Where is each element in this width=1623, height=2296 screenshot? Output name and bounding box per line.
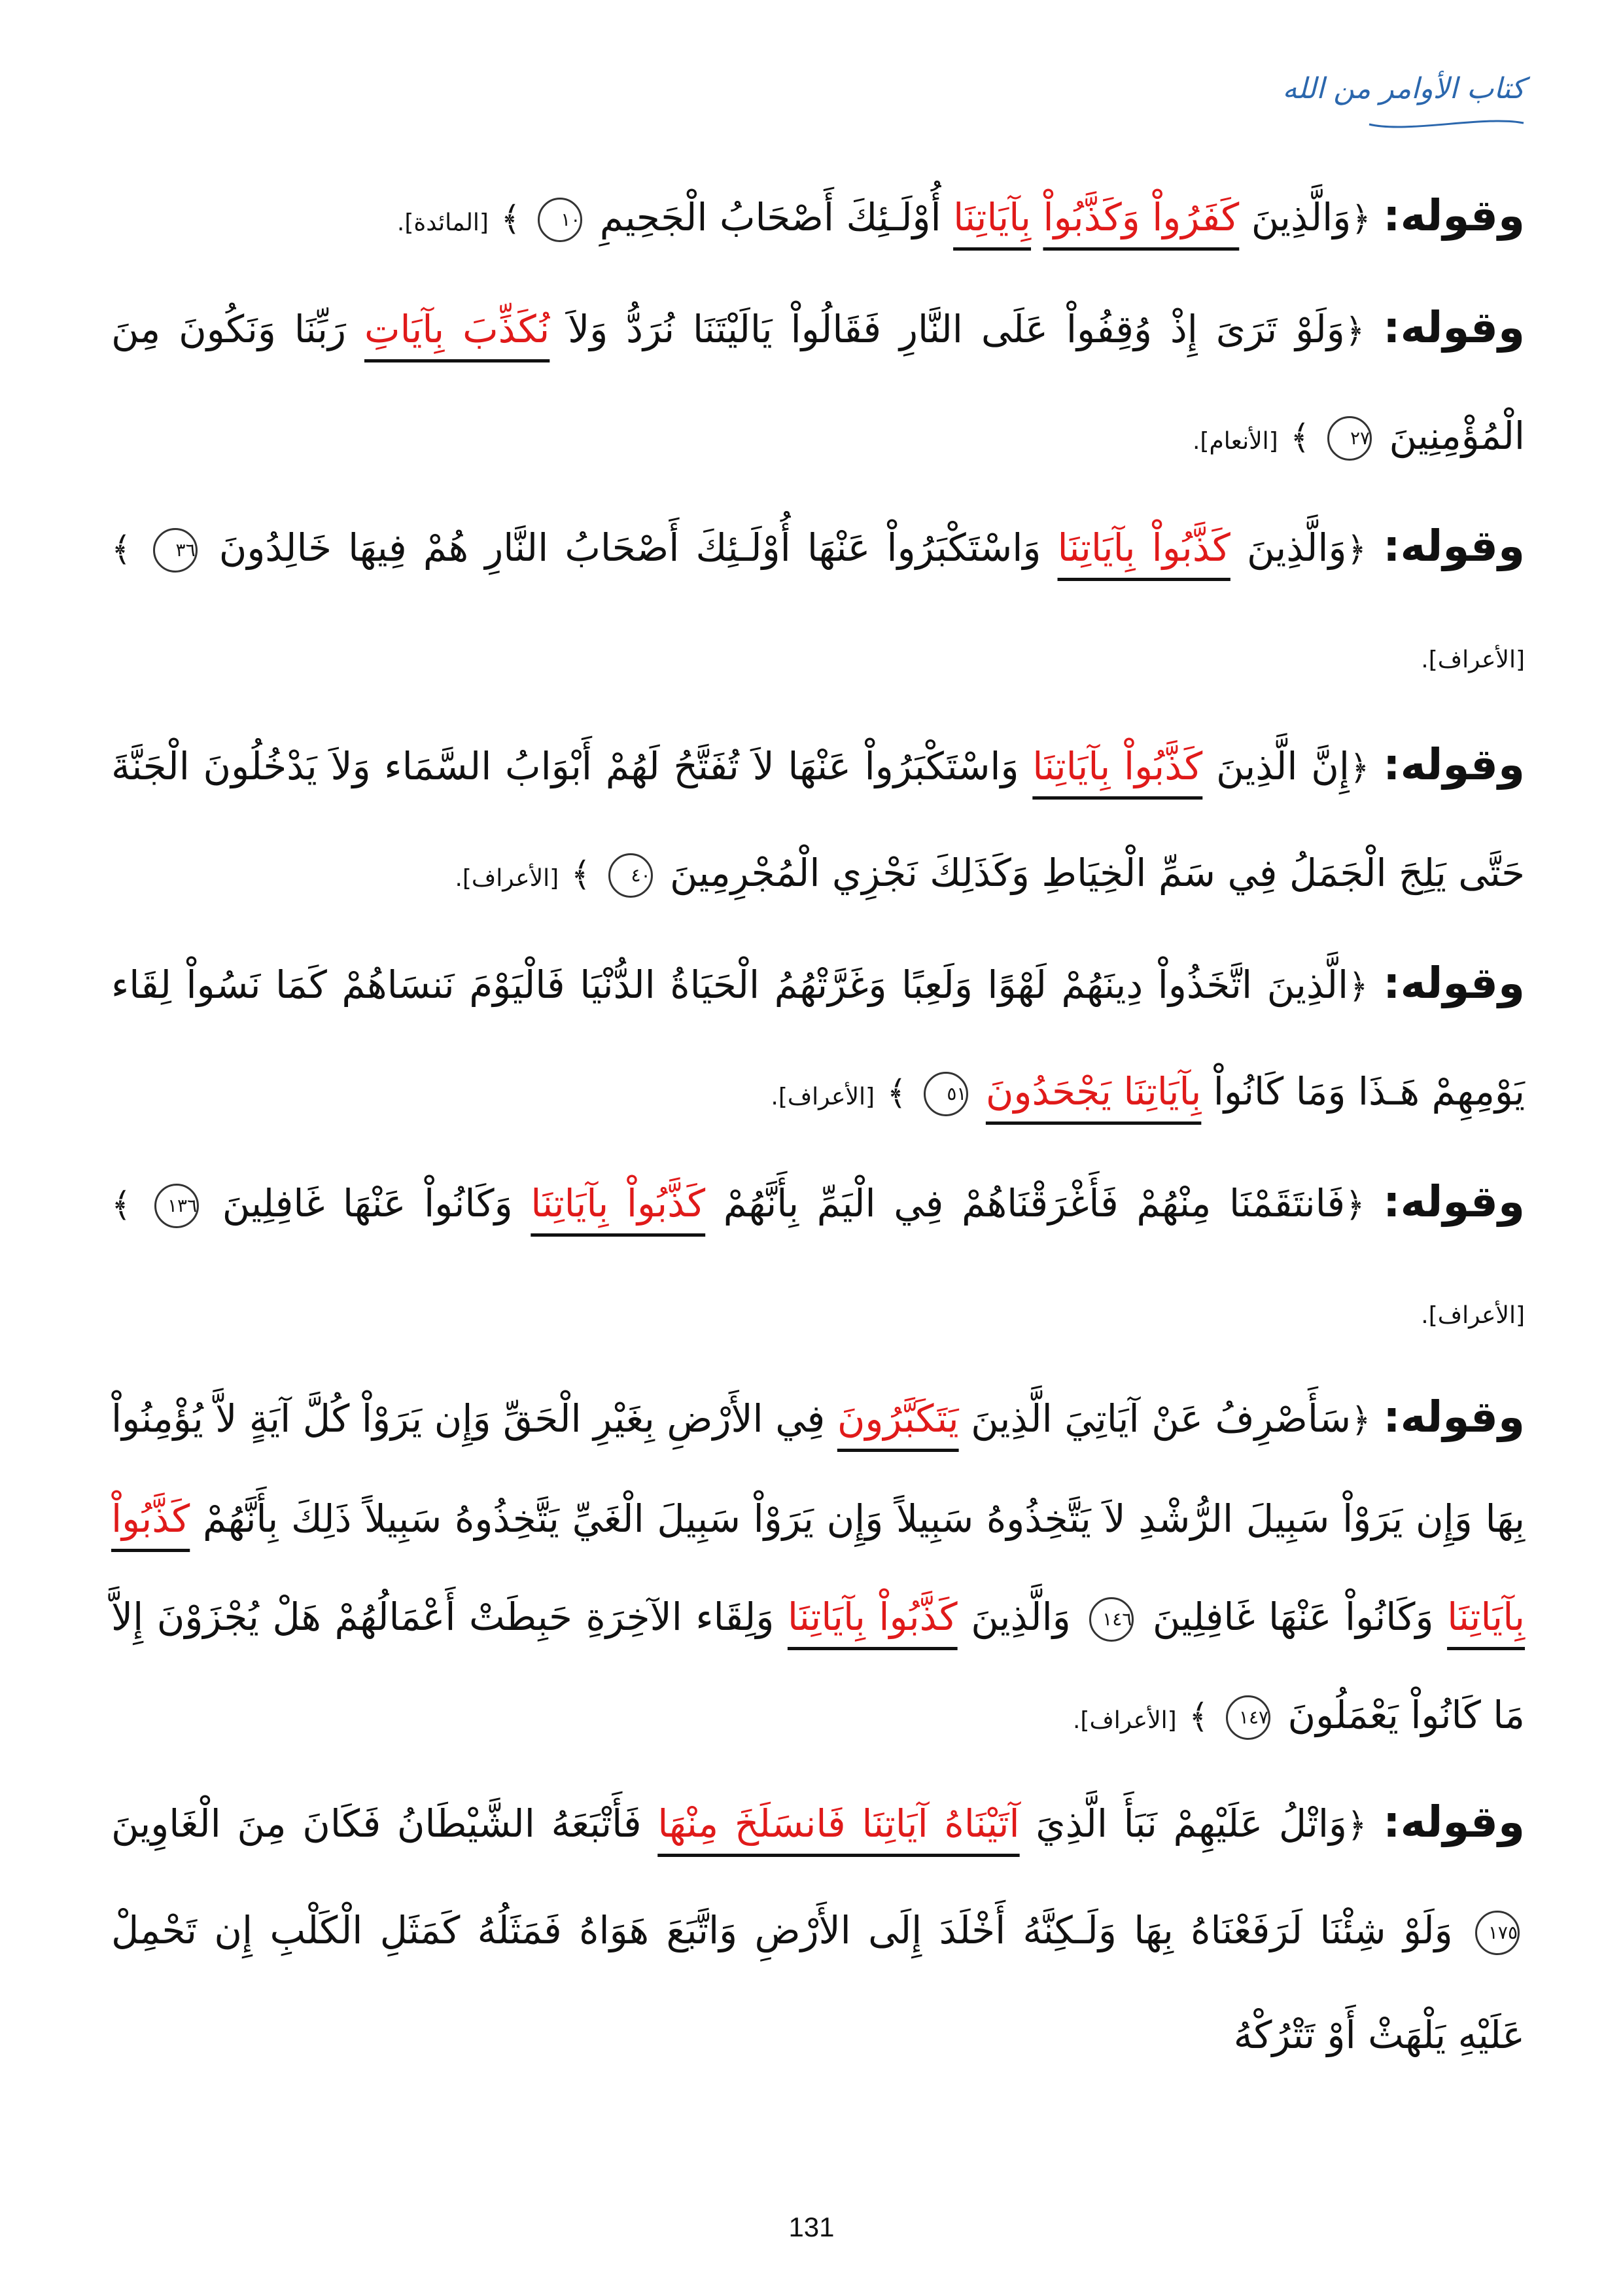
highlighted-phrase: كَذَّبُواْ بِآيَاتِنَا: [1032, 744, 1203, 788]
highlighted-phrase: كَفَرُواْ وَكَذَّبُواْ: [1043, 195, 1240, 239]
close-bracket-icon: ﴾: [1290, 418, 1310, 457]
header-ornament-icon: [1368, 115, 1525, 132]
verse-text: إِنَّ الَّذِينَ: [1202, 744, 1350, 788]
verse-text: وَالَّذِينَ: [957, 1595, 1085, 1639]
verse-text: وَلَوْ تَرَىَ إِذْ وُقِفُواْ عَلَى النَّارِ فَقَالُواْ يَالَيْتَنَا نُرَدُّ وَلاَ: [550, 307, 1345, 351]
quote-paragraph: [111, 164, 1525, 275]
verse-text: وَاتْلُ عَلَيْهِمْ نَبَأَ الَّذِيَ: [1019, 1801, 1348, 1846]
main-text: [111, 164, 1525, 2087]
surah-reference: [الأعراف].: [771, 1084, 875, 1110]
highlighted-phrase: كَذَّبُواْ بِآيَاتِنَا: [111, 1496, 1526, 1639]
verse-text: وَكَانُواْ عَنْهَا غَافِلِينَ: [1152, 1595, 1448, 1639]
quote-paragraph: [111, 713, 1525, 931]
surah-reference: [الأعراف].: [1072, 1707, 1177, 1734]
verse-text: وَاسْتَكْبَرُواْ عَنْهَا لاَ تُفَتَّحُ لَهُمْ أَبْوَابُ السَّمَاء وَلاَ يَدْخُلُونَ الْجَنَّةَ حَتَّى يَلِجَ الْجَمَلُ فِي سَمِّ الْخِيَاطِ وَكَذَلِكَ نَجْزِي الْمُجْرِمِينَ: [111, 744, 1525, 895]
surah-reference: [الأنعام].: [1192, 428, 1278, 455]
surah-reference: [الأعراف].: [1421, 646, 1525, 673]
quote-paragraph: [111, 1150, 1525, 1368]
verse-number: ١٣٦: [154, 1184, 199, 1228]
keyword-label: وقوله:: [1383, 190, 1525, 241]
verse-text: فَأَتْبَعَهُ الشَّيْطَانُ فَكَانَ مِنَ الْغَاوِينَ: [111, 1801, 658, 1846]
verse-number: ١٠: [538, 198, 582, 242]
verse-text: الَّذِينَ اتَّخَذُواْ دِينَهُمْ لَهْوًا وَلَعِبًا وَغَرَّتْهُمُ الْحَيَاةُ الدُّنْيَا فَالْيَوْمَ نَنسَاهُمْ كَمَا نَسُواْ لِقَاء يَوْمِهِمْ هَـذَا وَمَا كَانُواْ: [111, 963, 1525, 1114]
open-bracket-icon: ﴿: [1344, 311, 1365, 351]
surah-reference: [الأعراف].: [455, 865, 559, 892]
quote-paragraph: [111, 931, 1525, 1150]
verse-number: ٢٧: [1327, 416, 1372, 461]
highlighted-phrase: بِآيَاتِنَا: [953, 195, 1032, 239]
keyword-label: وقوله:: [1383, 1797, 1525, 1847]
verse-text: فِي الأَرْضِ بِغَيْرِ الْحَقِّ وَإِن يَرَوْاْ كُلَّ آيَةٍ لاَّ يُؤْمِنُواْ بِهَا وَإِن يَرَوْاْ سَبِيلَ الرُّشْدِ لاَ يَتَّخِذُوهُ سَبِيلاً وَإِن يَرَوْاْ سَبِيلَ الْغَيِّ يَتَّخِذُوهُ سَبِيلاً ذَلِكَ بِأَنَّهُمْ: [111, 1396, 1525, 1541]
verse-number: ١٧٥: [1475, 1911, 1520, 1955]
open-bracket-icon: ﴿: [1351, 200, 1371, 239]
keyword-label: وقوله:: [1383, 958, 1525, 1008]
highlighted-phrase: يَتَكَبَّرُونَ: [837, 1396, 959, 1441]
verse-text: سَأَصْرِفُ عَنْ آيَاتِيَ الَّذِينَ: [958, 1396, 1352, 1441]
verse-text: أُوْلَـئِكَ أَصْحَابُ الْجَحِيمِ: [599, 195, 954, 239]
keyword-label: وقوله:: [1383, 739, 1525, 790]
verse-number: ٤٠: [608, 853, 653, 898]
verse-text: وَلَوْ شِئْنَا لَرَفَعْنَاهُ بِهَا وَلَـكِنَّهُ أَخْلَدَ إِلَى الأَرْضِ وَاتَّبَعَ هَوَاهُ فَمَثَلُهُ كَمَثَلِ الْكَلْبِ إِن تَحْمِلْ عَلَيْهِ يَلْهَثْ أَوْ تَتْرُكْهُ: [111, 1908, 1525, 2057]
open-bracket-icon: ﴿: [1348, 967, 1369, 1006]
book-title: كتاب الأوامر من الله: [1282, 72, 1525, 105]
highlighted-phrase: كَذَّبُواْ بِآيَاتِنَا: [787, 1595, 958, 1639]
surah-reference: [المائدة].: [396, 209, 489, 236]
close-bracket-icon: ﴾: [1189, 1697, 1209, 1737]
verse-text: وَاسْتَكْبَرُواْ عَنْهَا أُوْلَـئِكَ أَصْحَابُ النَّارِ هُمْ فِيهَا خَالِدُونَ: [218, 525, 1058, 570]
verse-text: وَكَانُواْ عَنْهَا غَافِلِينَ: [222, 1181, 531, 1226]
open-bracket-icon: ﴿: [1349, 749, 1370, 788]
quote-paragraph: [111, 1770, 1525, 2087]
verse-number: ١٤٦: [1089, 1597, 1134, 1642]
verse-text: فَانتَقَمْنَا مِنْهُمْ فَأَغْرَقْنَاهُمْ فِي الْيَمِّ بِأَنَّهُمْ: [705, 1181, 1346, 1226]
open-bracket-icon: ﴿: [1345, 1186, 1365, 1225]
verse-text: وَلِقَاء الآخِرَةِ حَبِطَتْ أَعْمَالُهُمْ هَلْ يُجْزَوْنَ إِلاَّ مَا كَانُواْ يَعْمَلُونَ: [111, 1595, 1525, 1737]
open-bracket-icon: ﴿: [1347, 1806, 1367, 1845]
quote-paragraph: [111, 275, 1525, 494]
highlighted-phrase: بِآيَاتِنَا يَجْحَدُونَ: [985, 1069, 1202, 1114]
close-bracket-icon: ﴾: [500, 200, 521, 239]
keyword-label: وقوله:: [1383, 521, 1525, 571]
verse-text: رَبِّنَا وَنَكُونَ مِنَ الْمُؤْمِنِينَ: [111, 307, 1525, 458]
verse-text: وَالَّذِينَ: [1230, 525, 1347, 570]
quote-paragraph: [111, 1368, 1525, 1770]
close-bracket-icon: ﴾: [111, 530, 131, 569]
keyword-label: وقوله:: [1383, 1392, 1526, 1442]
close-bracket-icon: ﴾: [111, 1186, 131, 1225]
verse-number: ٥١: [924, 1072, 968, 1116]
surah-reference: [الأعراف].: [1421, 1302, 1525, 1329]
open-bracket-icon: ﴿: [1351, 1401, 1371, 1440]
quote-paragraph: [111, 494, 1525, 713]
highlighted-phrase: كَذَّبُواْ بِآيَاتِنَا: [1057, 525, 1230, 570]
verse-text: وَالَّذِينَ: [1239, 195, 1352, 239]
page-number: 131: [788, 2212, 835, 2242]
keyword-label: وقوله:: [1383, 302, 1525, 353]
highlighted-phrase: نُكَذِّبَ بِآيَاتِ: [364, 307, 550, 351]
close-bracket-icon: ﴾: [886, 1074, 907, 1113]
verse-text: [1031, 195, 1043, 239]
verse-number: ١٤٧: [1226, 1695, 1270, 1740]
open-bracket-icon: ﴿: [1346, 530, 1367, 569]
close-bracket-icon: ﴾: [570, 855, 591, 894]
keyword-label: وقوله:: [1383, 1176, 1525, 1227]
highlighted-phrase: كَذَّبُواْ بِآيَاتِنَا: [531, 1181, 706, 1226]
highlighted-phrase: آتَيْنَاهُ آيَاتِنَا فَانسَلَخَ مِنْهَا: [657, 1801, 1020, 1846]
verse-number: ٣٦: [153, 528, 198, 573]
